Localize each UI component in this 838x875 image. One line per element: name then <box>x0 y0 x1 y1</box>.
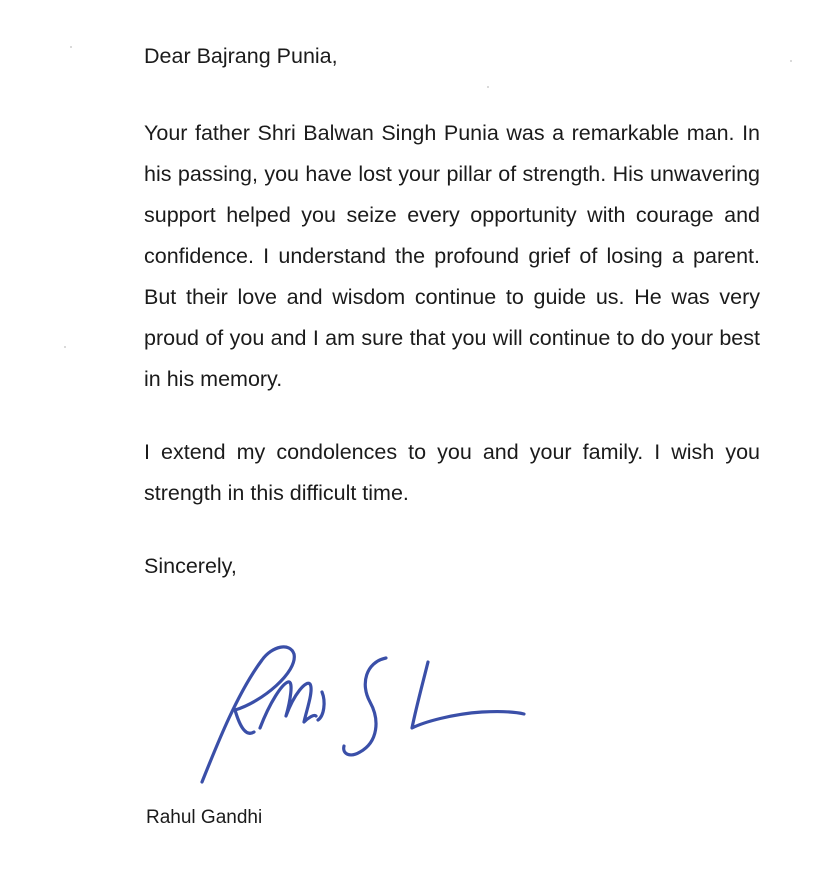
paper-speck <box>790 60 792 62</box>
signature-stroke <box>202 647 294 782</box>
signature-stroke <box>412 662 524 728</box>
signature-stroke <box>344 658 386 755</box>
paragraph-condolence-family: I extend my condolences to you and your family. I wish you strength in this difficult time. <box>144 440 760 505</box>
handwritten-signature <box>190 632 540 792</box>
paragraph-condolence-father: Your father Shri Balwan Singh Punia was a remarkable man. In his passing, you have lost your pillar of strength. His unwavering support helped you seize every opportunity with courage and confidence. I understand the profound grief of losing a parent. But their love and wisdom continue to guide us. He was very proud of you and I am sure that you will continue to do your best in his memory. <box>144 121 760 391</box>
closing: Sincerely, <box>144 554 237 578</box>
letter-body <box>144 36 760 587</box>
signature-stroke <box>235 710 254 733</box>
signature-stroke <box>260 682 316 728</box>
salutation: Dear Bajrang Punia, <box>144 44 338 68</box>
signer-name: Rahul Gandhi <box>146 807 263 828</box>
signature-stroke <box>318 692 324 720</box>
paper-speck <box>70 46 72 48</box>
paper-speck <box>64 346 66 348</box>
